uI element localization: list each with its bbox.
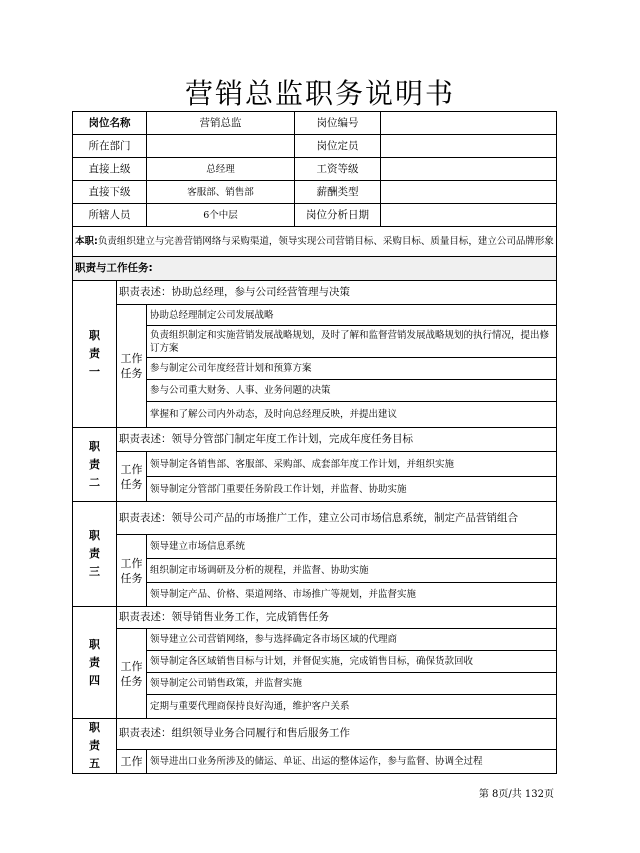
info-value: 总经理 [147,158,295,181]
info-label: 所在部门 [73,135,147,158]
task-item: 领导制定各销售部、客服部、采购部、成套部年度工作计划，并组织实施 [147,452,557,477]
duty-row [73,607,557,629]
info-label-2: 岗位编号 [295,112,381,135]
task-item: 领导制定各区域销售目标与计划，并督促实施，完成销售目标，确保货款回收 [147,651,557,673]
summary-cell [73,227,557,257]
task-item: 组织制定市场调研及分析的规程，并监督、协助实施 [147,559,557,583]
info-row [73,112,557,135]
duty-label: 职 责 三 [73,502,117,607]
duty-statement: 职责表述：组织领导业务合同履行和售后服务工作 [117,719,557,750]
task-item: 参与制定公司年度经营计划和预算方案 [147,358,557,380]
info-label-2: 岗位分析日期 [295,204,381,227]
info-value: 6个中层 [147,204,295,227]
duty-statement: 职责表述：领导分管部门制定年度工作计划，完成年度任务目标 [117,428,557,452]
job-description-table [72,111,557,774]
task-item: 掌握和了解公司内外动态，及时向总经理反映，并提出建议 [147,402,557,428]
task-item: 参与公司重大财务、人事、业务问题的决策 [147,380,557,402]
info-label: 所辖人员 [73,204,147,227]
summary-text: 负责组织建立与完善营销网络与采购渠道，领导实现公司营销目标、采购目标、质量目标，建立公司品牌形象 [97,236,554,247]
duty-row [73,281,557,305]
task-item: 领导建立公司营销网络，参与选择确定各市场区域的代理商 [147,629,557,651]
work-label: 工作 任务 [117,305,147,428]
info-value: 营销总监 [147,112,295,135]
task-item: 协助总经理制定公司发展战略 [147,305,557,326]
info-row [73,204,557,227]
info-value-2 [381,135,557,158]
info-label-2: 薪酬类型 [295,181,381,204]
duties-header: 职责与工作任务: [73,257,557,281]
info-label: 岗位名称 [73,112,147,135]
info-row [73,181,557,204]
info-label: 直接上级 [73,158,147,181]
info-row [73,135,557,158]
duty-row [73,502,557,535]
duty-label: 职 责 一 [73,281,117,428]
duties-header-row [73,257,557,281]
info-value [147,135,295,158]
info-label-2: 岗位定员 [295,135,381,158]
info-value-2 [381,158,557,181]
summary-label: 本职: [75,236,98,247]
duty-label: 职 责 二 [73,428,117,502]
task-item: 定期与重要代理商保持良好沟通，维护客户关系 [147,695,557,719]
task-item: 领导进出口业务所涉及的储运、单证、出运的整体运作，参与监督、协调全过程 [147,749,557,773]
page-footer: 第 8页/共 132页 [478,789,554,800]
info-value: 客服部、销售部 [147,181,295,204]
task-item: 领导制定产品、价格、渠道网络、市场推广等规划，并监督实施 [147,583,557,607]
duty-statement: 职责表述：协助总经理，参与公司经营管理与决策 [117,281,557,305]
duty-label: 职 责 五 [73,719,117,774]
work-label: 工作 [117,749,147,773]
info-label-2: 工资等级 [295,158,381,181]
task-item: 领导制定公司销售政策，并监督实施 [147,673,557,695]
info-row [73,158,557,181]
duty-statement: 职责表述：领导公司产品的市场推广工作，建立公司市场信息系统，制定产品营销组合 [117,502,557,535]
document-title: 营销总监职务说明书 [184,77,455,110]
duty-label: 职 责 四 [73,607,117,719]
duty-row [73,719,557,750]
work-label: 工作 任务 [117,452,147,502]
duty-statement: 职责表述：领导销售业务工作，完成销售任务 [117,607,557,629]
task-item: 领导建立市场信息系统 [147,535,557,559]
work-label: 工作 任务 [117,535,147,607]
task-item: 领导制定分管部门重要任务阶段工作计划，并监督、协助实施 [147,477,557,502]
info-value-2 [381,204,557,227]
info-label: 直接下级 [73,181,147,204]
task-item: 负责组织制定和实施营销发展战略规划，及时了解和监督营销发展战略规划的执行情况，提出修订方案 [147,326,557,358]
info-value-2 [381,112,557,135]
duty-row [73,428,557,452]
work-label: 工作 任务 [117,629,147,719]
info-value-2 [381,181,557,204]
summary-row [73,227,557,257]
